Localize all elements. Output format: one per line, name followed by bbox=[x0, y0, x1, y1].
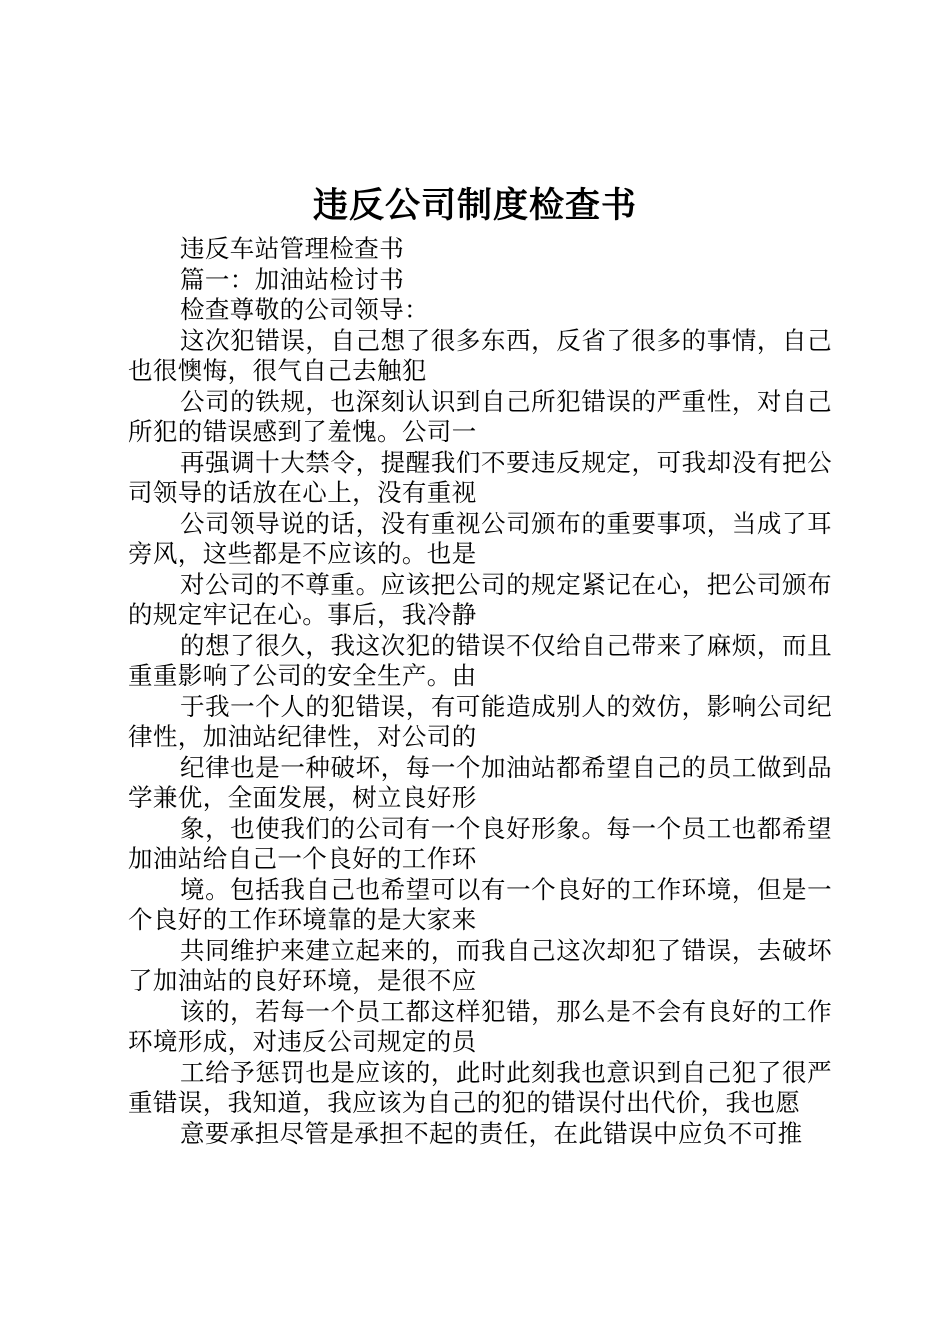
paragraph: 违反车站管理检查书 bbox=[180, 234, 405, 263]
paragraph: 再强调十大禁令，提醒我们不要违反规定，可我却没有把公司领导的话放在心上，没有重视 bbox=[128, 447, 832, 507]
paragraph: 公司的铁规，也深刻认识到自己所犯错误的严重性，对自己所犯的错误感到了羞愧。公司一 bbox=[128, 386, 832, 446]
document-title: 违反公司制度检查书 bbox=[312, 185, 637, 226]
paragraph: 对公司的不尊重。应该把公司的规定紧记在心，把公司颁布的规定牢记在心。事后，我冷静 bbox=[128, 569, 832, 629]
paragraph: 检查尊敬的公司领导： bbox=[180, 295, 429, 324]
document-body bbox=[128, 234, 832, 1149]
paragraph: 该的，若每一个员工都这样犯错，那么是不会有良好的工作环境形成，对违反公司规定的员 bbox=[128, 996, 832, 1056]
paragraph: 工给予惩罚也是应该的，此时此刻我也意识到自己犯了很严重错误，我知道，我应该为自己的犯的错误付出代价，我也愿 bbox=[128, 1057, 832, 1117]
paragraph: 公司领导说的话，没有重视公司颁布的重要事项，当成了耳旁风，这些都是不应该的。也是 bbox=[128, 508, 832, 568]
paragraph: 篇一：加油站检讨书 bbox=[180, 264, 405, 294]
paragraph: 共同维护来建立起来的，而我自己这次却犯了错误，去破坏了加油站的良好环境，是很不应 bbox=[128, 935, 832, 995]
paragraph: 象，也使我们的公司有一个良好形象。每一个员工也都希望加油站给自己一个良好的工作环 bbox=[128, 813, 832, 873]
paragraph: 于我一个人的犯错误，有可能造成别人的效仿，影响公司纪律性，加油站纪律性，对公司的 bbox=[128, 691, 832, 751]
paragraph: 境。包括我自己也希望可以有一个良好的工作环境，但是一个良好的工作环境靠的是大家来 bbox=[128, 874, 832, 934]
paragraph: 的想了很久，我这次犯的错误不仅给自己带来了麻烦，而且重重影响了公司的安全生产。由 bbox=[128, 630, 832, 690]
paragraph: 意要承担尽管是承担不起的责任，在此错误中应负不可推 bbox=[180, 1118, 803, 1148]
paragraph: 这次犯错误，自己想了很多东西，反省了很多的事情，自己也很懊悔，很气自己去触犯 bbox=[128, 325, 832, 385]
paragraph: 纪律也是一种破坏，每一个加油站都希望自己的员工做到品学兼优，全面发展，树立良好形 bbox=[128, 752, 832, 812]
